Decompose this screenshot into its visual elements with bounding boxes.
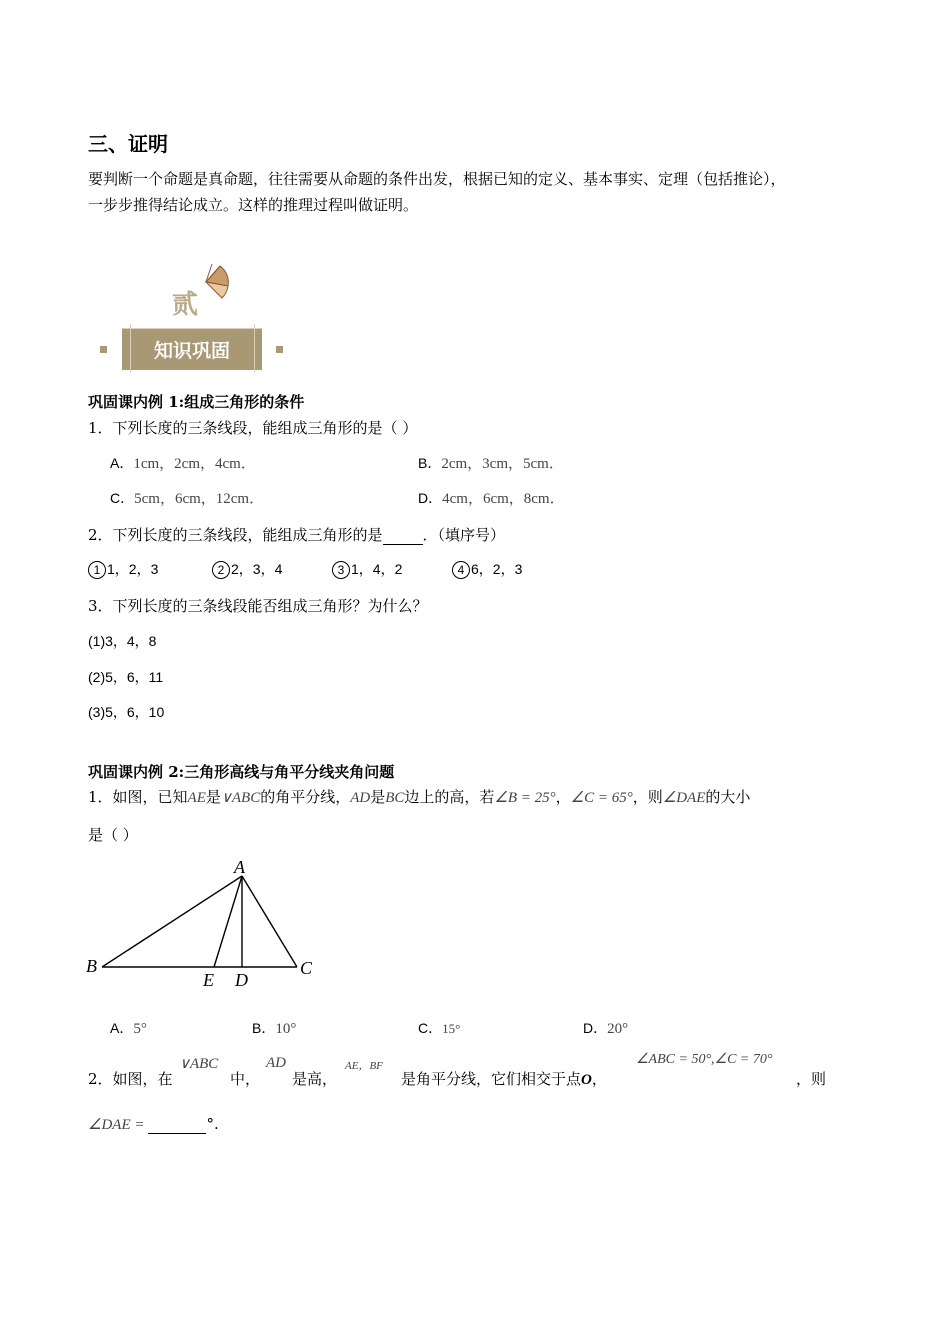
ex1-q1-option-c: C．5cm，6cm，12cm． [110, 490, 265, 507]
ex1-q1-option-a: A．1cm，2cm，4cm． [110, 455, 256, 472]
ex2-q2-ad: AD [266, 1055, 286, 1071]
ex2-q2-t1: 2．如图，在 [88, 1070, 173, 1088]
ex1-q3-stem: 3．下列长度的三条线段能否组成三角形？为什么？ [88, 597, 428, 615]
ex2-q2-t2: 中， [230, 1070, 261, 1088]
example1-title: 巩固课内例 1:组成三角形的条件 [88, 393, 305, 411]
ex2-q2-aebf: AE，BF [345, 1060, 383, 1072]
ex1-q1-option-b: B．2cm，3cm，5cm． [418, 455, 564, 472]
ex1-q2-item-4: 4 6，2，3 [452, 559, 522, 579]
ex1-q2-item-2: 2 2，3，4 [212, 559, 282, 579]
side-ac [242, 876, 297, 967]
label-c: C [300, 958, 313, 978]
ex2-q2-answer-line: ∠DAE = °. [88, 1115, 219, 1133]
ex2-q2-t3: 是高， [292, 1070, 338, 1088]
example2-title: 巩固课内例 2:三角形高线与角平分线夹角问题 [88, 763, 395, 781]
ex1-q2-stem: 2．下列长度的三条线段，能组成三角形的是 ．（填序号） [88, 526, 506, 544]
ex2-q1-option-c: C．15° [418, 1020, 461, 1036]
label-d: D [235, 970, 248, 990]
side-ab [102, 876, 242, 967]
bisector-ae [214, 876, 242, 967]
ex1-q1-stem: 1．下列长度的三条线段，能组成三角形的是（ ） [88, 419, 418, 437]
ex2-q1-option-b: B．10° [252, 1020, 297, 1037]
knowledge-banner [100, 262, 290, 372]
ex2-q2-t6: ，则 [796, 1070, 827, 1088]
banner-label: 知识巩固 [153, 340, 230, 362]
ex2-q1-option-d: D．20° [583, 1020, 629, 1037]
ex2-q2-angles: ∠ABC = 50°,∠C = 70° [636, 1052, 773, 1067]
ex1-q3-item-3: (3)5，6，10 [88, 704, 165, 720]
answer-blank-dae[interactable] [148, 1115, 206, 1134]
label-a: A [234, 857, 245, 877]
ex1-q2-item-3: 3 1，4，2 [332, 559, 402, 579]
proof-paragraph-line2: 一步步推得结论成立。这样的推理过程叫做证明。 [88, 196, 419, 214]
section-title: 三、证明 [88, 132, 168, 156]
ex1-q2-item-1: 1 1，2，3 [88, 559, 158, 579]
ex2-q1-stem-line2: 是（ ） [88, 826, 138, 844]
ex1-q3-item-2: (2)5，6，11 [88, 669, 164, 685]
triangle-figure [84, 856, 324, 992]
ex2-q1-stem: 1．如图，已知AE是∨ABC的角平分线，AD是BC边上的高，若∠B = 25°，∠C = 65°，则∠DAE的大小 [88, 788, 751, 806]
answer-blank[interactable] [383, 526, 423, 545]
banner-number: 贰 [172, 290, 199, 320]
label-b: B [86, 956, 97, 976]
ex1-q3-item-1: (1)3，4，8 [88, 633, 157, 649]
label-e: E [203, 970, 214, 990]
proof-paragraph-line1: 要判断一个命题是真命题，往往需要从命题的条件出发，根据已知的定义、基本事实、定理（包括推论）， [88, 170, 786, 188]
ex2-q1-option-a: A．5° [110, 1020, 147, 1037]
ex2-q2-t4: 是角平分线，它们相交于点O， [401, 1070, 607, 1088]
ex2-q2-abc: ∨ABC [179, 1056, 219, 1072]
ex1-q1-option-d: D．4cm，6cm，8cm． [418, 490, 565, 507]
